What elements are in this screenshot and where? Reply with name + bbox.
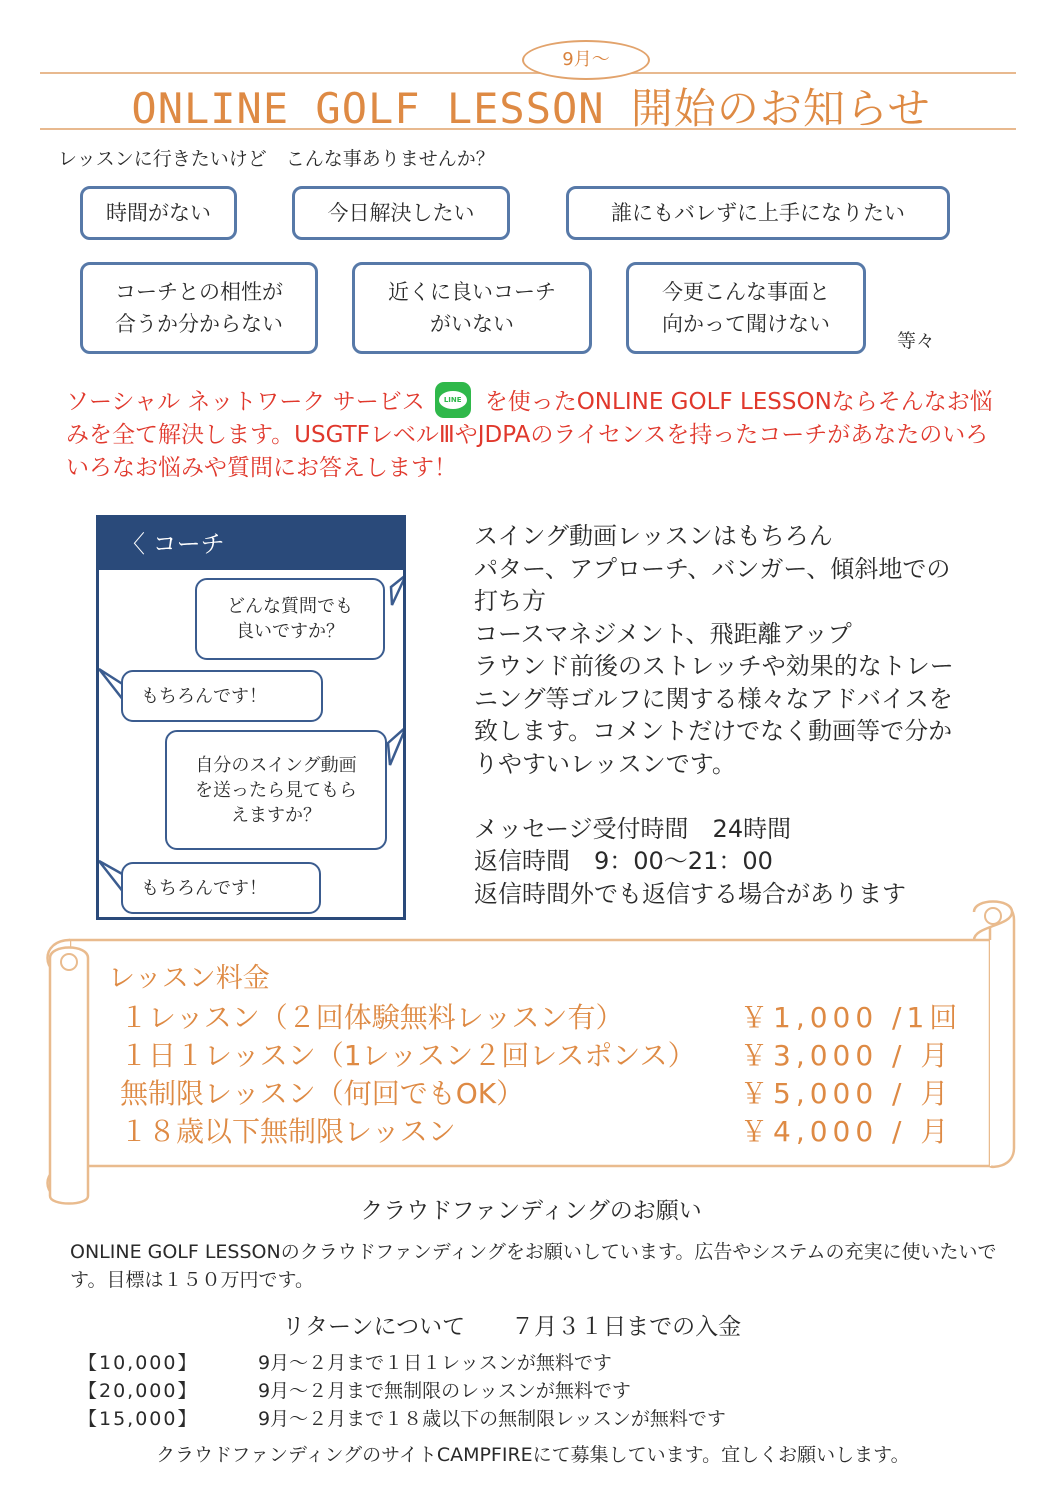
fee-row-price: ￥4,000 / 月 [740, 1115, 954, 1148]
fee-row-price: ￥3,000 / 月 [740, 1039, 954, 1072]
return-desc: 9月〜２月まで無制限のレッスンが無料です [258, 1380, 631, 1402]
fee-row-price: ￥1,000 /1回 [740, 1001, 963, 1034]
desc-line: パター、アプローチ、バンガー、傾斜地での [474, 554, 951, 583]
fee-row-name: 無制限レッスン（何回でもOK） [120, 1077, 525, 1110]
problem-text: コーチとの相性が 合うか分からない [115, 280, 283, 336]
desc-line: ニング等ゴルフに関する様々なアドバイスを [474, 684, 953, 713]
fee-row-price: ￥5,000 / 月 [740, 1077, 954, 1110]
chat-message: もちろんです！ [141, 877, 267, 899]
desc-line: 打ち方 [474, 587, 546, 615]
desc-line: スイング動画レッスンはもちろん [474, 522, 833, 550]
desc-line: 致します。コメントだけでなく動画等で分か [474, 717, 953, 745]
fee-row-name: １レッスン（２回体験無料レッスン有） [120, 1001, 624, 1034]
return-desc: 9月〜２月まで１日１レッスンが無料です [258, 1352, 612, 1374]
desc-line: コースマネジメント、飛距離アップ [474, 619, 852, 648]
line-icon-label: LINE [439, 391, 467, 409]
fee-row-name: １日１レッスン（1レッスン２回レスポンス） [120, 1039, 696, 1072]
chat-header: 〈 コーチ [99, 518, 403, 570]
problem-text: 誰にもバレずに上手になりたい [611, 201, 905, 225]
fee-row-name: １８歳以下無制限レッスン [120, 1115, 456, 1148]
chat-message: 自分のスイング動画 を送ったら見てもら えますか？ [195, 754, 357, 826]
problem-text: 今日解決したい [327, 201, 475, 225]
fees-title: レッスン料金 [108, 963, 270, 994]
problem-text: 時間がない [106, 201, 211, 225]
footer-note: クラウドファンディングのサイトCAMPFIREにて募集しています。宜しくお願いします。 [156, 1444, 910, 1466]
problem-text: 近くに良いコーチ がいない [388, 280, 556, 336]
crowdfunding-body: ONLINE GOLF LESSONのクラウドファンディングをお願いしています。広告やシステムの充実に使いたいです。目標は１５０万円です。 [70, 1241, 997, 1291]
return-desc: 9月〜２月まで１８歳以下の無制限レッスンが無料です [258, 1408, 726, 1430]
etc-label: 等々 [897, 330, 936, 352]
problem-text: 今更こんな事面と 向かって聞けない [662, 280, 830, 336]
desc-line: メッセージ受付時間 24時間 [474, 814, 792, 843]
chat-message: どんな質問でも 良いですか？ [227, 596, 353, 642]
return-row [78, 1404, 726, 1431]
return-amount: 【10,000】 [78, 1352, 199, 1374]
return-row [78, 1376, 631, 1403]
crowdfunding-title: クラウドファンディングのお願い [360, 1198, 702, 1224]
intro-text: レッスンに行きたいけど こんな事ありませんか？ [58, 148, 495, 170]
desc-line: りやすいレッスンです。 [474, 749, 736, 778]
return-amount: 【15,000】 [78, 1408, 199, 1430]
desc-line: 返信時間 9：00〜21：00 [474, 847, 773, 875]
return-amount: 【20,000】 [78, 1380, 199, 1402]
chat-message: もちろんです！ [141, 685, 267, 707]
start-month-badge: 9月〜 [522, 40, 650, 80]
desc-line: 返信時間外でも返信する場合があります [474, 879, 906, 908]
promo-text-after: を使ったONLINE GOLF LESSONならそんなお悩みを全て解決します。USGTFレベルⅢやJDPAのライセンスを持ったコーチがあなたのいろいろなお悩みや質問にお答えします！ [66, 389, 993, 481]
desc-line: ラウンド前後のストレッチや効果的なトレー [474, 652, 954, 680]
returns-title: リターンについて ７月３１日までの入金 [282, 1314, 742, 1340]
page-title: ONLINE GOLF LESSON 開始のお知らせ [131, 84, 931, 133]
return-row [78, 1348, 612, 1375]
promo-text-before: ソーシャル ネットワーク サービス [66, 389, 425, 415]
